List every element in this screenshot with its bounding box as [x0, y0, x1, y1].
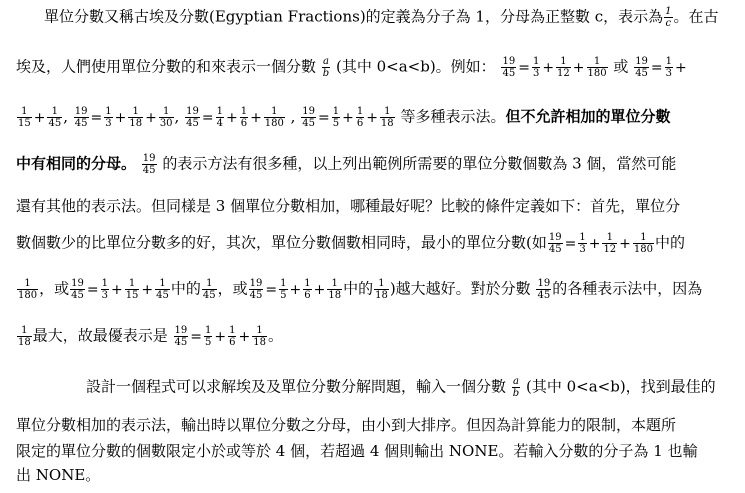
fraction: $\frac{1}{45}$ [202, 278, 216, 301]
fraction: $\frac{1}{45}$ [48, 106, 62, 129]
para1-line8: $\frac{1}{18}$ 最大，故最優表示是 $\frac{19}{45}$ = $\frac{1}{5}$ + $\frac{1}{6}$ + $\frac{1}{18}$ 。 [18, 325, 283, 348]
fraction: $\frac{1}{15}$ [18, 106, 31, 129]
para1-line5 [16, 196, 680, 216]
fraction: $\frac{1}{18}$ [129, 106, 143, 129]
fraction: $\frac{1}{45}$ [156, 278, 169, 301]
fraction: $\frac{1}{18}$ [253, 325, 266, 348]
fraction: $\frac{1}{4}$ [216, 106, 223, 129]
para2-line1 [86, 376, 716, 399]
text: 單位分數相加的表示法，輸出時以單位分數之分母，由小到大排序。但因為計算能力的限制，本題所 [16, 416, 677, 434]
text: 出 NONE。 [16, 466, 101, 484]
text: 。在古 [673, 7, 719, 26]
fraction: $\frac{19}{45}$ [537, 278, 551, 301]
fraction: $\frac{1}{5}$ [332, 106, 340, 129]
fraction: $\frac{1}{12}$ [603, 232, 617, 255]
fraction: $\frac{19}{45}$ [174, 325, 188, 348]
fraction: $\frac{19}{45}$ [635, 56, 648, 79]
fraction: $\frac{1}{15}$ [125, 278, 139, 301]
para2-line4 [16, 465, 100, 485]
fraction: $\frac{1}{18}$ [18, 325, 31, 348]
fraction-a-over-b: $\frac{a}{b}$ [512, 376, 520, 399]
fraction: $\frac{19}{45}$ [548, 232, 562, 255]
para1-line7: $\frac{1}{180}$ ，或 $\frac{19}{45}$ = $\frac{1}{3}$ + $\frac{1}{15}$ + $\frac{1}{45}$ 中的 $\frac{1}{45}$ ，或 $\frac{19}{45}$ = $\frac{1}{5}$ + $\frac{1}{6}$ + $\frac{1}{18}$ 中的 $\frac{1}{18}$ )越大越好。對於分數 $\frac{19}{45}$ 的各種表示法中，因為 [18, 278, 703, 301]
fraction: $\frac{19}{45}$ [142, 153, 156, 176]
fraction: $\frac{19}{45}$ [186, 106, 199, 129]
text: 的表示方法有很多種，以上列出範例所需要的單位分數個數為 3 個，當然可能 [162, 154, 677, 173]
text: 中的 [655, 233, 686, 252]
emphasis-text: 但不允許相加的單位分數 [505, 107, 671, 126]
para1-line3: $\frac{1}{15}$ + $\frac{1}{45}$ , $\frac{19}{45}$ = $\frac{1}{3}$ + $\frac{1}{18}$ + $\frac{1}{30}$ , $\frac{19}{45}$ = $\frac{1}{4}$ + $\frac{1}{6}$ + $\frac{1}{180}$ , $\frac{19}{45}$ = $\frac{1}{5}$ + $\frac{1}{6}$ + $\frac{1}{18}$ 等多種表示法。但不允許相加的單位分數 [18, 106, 671, 129]
fraction: $\frac{1}{18}$ [328, 278, 342, 301]
fraction-1-over-c: $\frac{1}{c}$ [665, 6, 672, 29]
text: (其中 0<a<b)。例如： [335, 57, 496, 76]
fraction: $\frac{1}{6}$ [304, 278, 311, 301]
para1-line2: 埃及，人們使用單位分數的和來表示一個分數 $\frac{a}{b}$ (其中 0<a<b)。例如： $\frac{19}{45}$ = $\frac{1}{3}$ + $\frac{1}{12}$ + $\frac{1}{180}$ 或 $\frac{19}{45}$ = $\frac{1}{3}$ + [16, 56, 687, 79]
fraction: $\frac{1}{30}$ [159, 106, 173, 129]
fraction: $\frac{19}{45}$ [74, 106, 88, 129]
emphasis-text: 中有相同的分母。 [16, 154, 137, 173]
fraction: $\frac{19}{45}$ [502, 56, 516, 79]
fraction: $\frac{19}{45}$ [302, 106, 315, 129]
fraction: $\frac{19}{45}$ [71, 278, 84, 301]
fraction: $\frac{1}{5}$ [205, 325, 212, 348]
fraction: $\frac{1}{180}$ [587, 56, 607, 79]
fraction: $\frac{1}{6}$ [240, 106, 248, 129]
para1-line1 [44, 6, 719, 29]
fraction: $\frac{1}{6}$ [356, 106, 364, 129]
fraction-a-over-b: $\frac{a}{b}$ [322, 56, 330, 79]
fraction: $\frac{1}{3}$ [101, 278, 108, 301]
fraction: $\frac{1}{12}$ [557, 56, 570, 79]
text: 等多種表示法。 [400, 107, 506, 126]
fraction: $\frac{1}{3}$ [105, 106, 112, 129]
fraction: $\frac{1}{18}$ [380, 106, 394, 129]
para2-line3 [16, 441, 698, 461]
fraction: $\frac{1}{180}$ [633, 232, 653, 255]
text: 還有其他的表示法。但同樣是 3 個單位分數相加，哪種最好呢？比較的條件定義如下：首先，單位分 [16, 197, 681, 215]
para1-line4 [16, 153, 676, 176]
fraction: $\frac{19}{45}$ [249, 278, 263, 301]
fraction: $\frac{1}{180}$ [18, 278, 38, 301]
para2-line2 [16, 415, 676, 435]
fraction: $\frac{1}{3}$ [532, 56, 540, 79]
fraction: $\frac{1}{5}$ [280, 278, 287, 301]
fraction: $\frac{1}{6}$ [229, 325, 236, 348]
fraction: $\frac{1}{180}$ [264, 106, 284, 129]
fraction: $\frac{1}{3}$ [665, 56, 673, 79]
fraction: $\frac{1}{3}$ [579, 232, 586, 255]
text: 設計一個程式可以求解埃及及單位分數分解問題，輸入一個分數 [86, 377, 507, 396]
text: 數個數少的比單位分數多的好，其次，單位分數個數相同時，最小的單位分數(如 [16, 233, 547, 252]
text: 埃及，人們使用單位分數的和來表示一個分數 [16, 57, 317, 76]
text: 單位分數又稱古埃及分數(Egyptian Fractions)的定義為分子為 1，分母為正整數 c，表示為 [44, 7, 664, 26]
text: 或 [613, 57, 629, 76]
text: 限定的單位分數的個數限定小於或等於 4 個，若超過 4 個則輸出 NONE。若輸入分數的分子為 1 也輸 [16, 442, 698, 460]
text: (其中 0<a<b)，找到最佳的 [525, 377, 716, 396]
para1-line6: 數個數少的比單位分數多的好，其次，單位分數個數相同時，最小的單位分數(如 $\frac{19}{45}$ = $\frac{1}{3}$ + $\frac{1}{12}$ + $\frac{1}{180}$ 中的 [16, 232, 686, 255]
fraction: $\frac{1}{18}$ [375, 278, 388, 301]
